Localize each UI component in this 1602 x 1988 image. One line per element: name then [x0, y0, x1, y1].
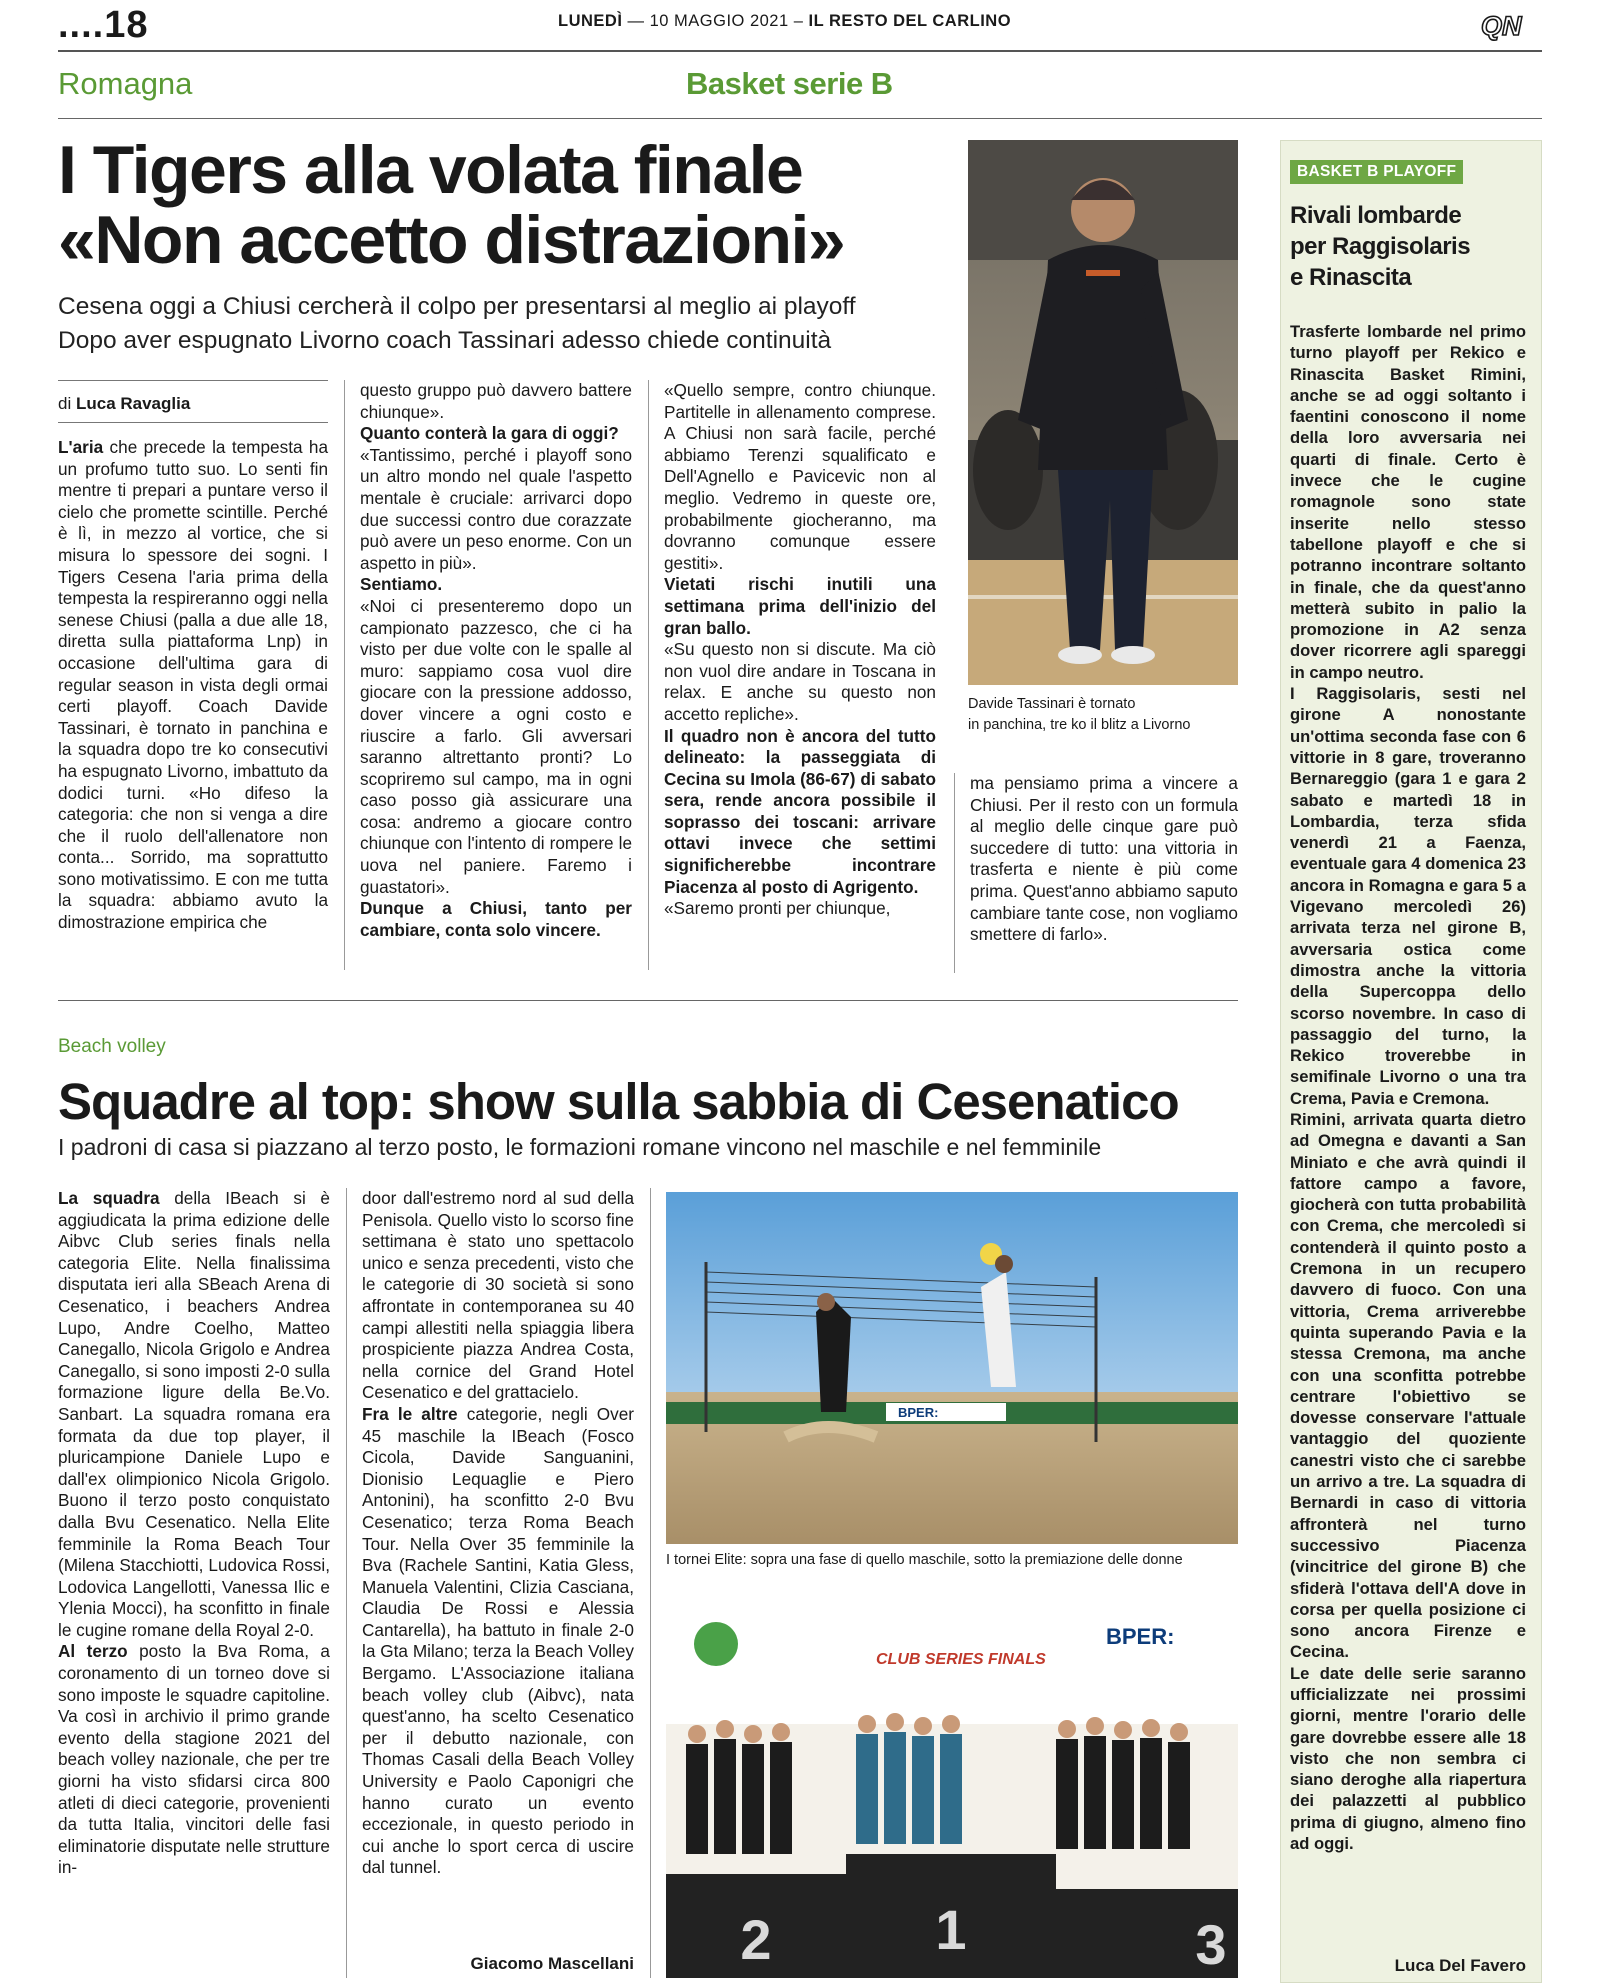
sidebar-author: Luca Del Favero — [1394, 1956, 1526, 1975]
beach-photo-caption: I tornei Elite: sopra una fase di quello maschile, sotto la premiazione delle donne — [666, 1552, 1183, 1568]
paragraph: ma pensiamo prima a vincere a Chiusi. Per il resto con un formula al meglio delle cinque gare può succedere di tutto: una vittoria in trasferta e niente è più come prima. Quest'anno abbiamo saputo cambiare tante cose, non vogliamo smettere di farlo». — [970, 773, 1238, 945]
lead-word: Le date — [1290, 1663, 1354, 1683]
body-text: posto la Bva Roma, a coronamento di un torneo dove si sono imposte le squadre capitoline. Va così in archivio il primo grande evento della stagione 2021 del beach volley nazionale, che per tre giorni ha visto sfidarsi circa 800 atleti di dieci categorie, provenienti da tutta Italia, vincitori delle fasi eliminatorie disputate nelle strutture in- — [58, 1641, 330, 1878]
beach-kicker: Beach volley — [58, 1036, 166, 1057]
masthead-date: — 10 MAGGIO 2021 – — [627, 12, 804, 30]
beach-column-1 — [58, 1188, 330, 1879]
section-divider — [58, 1000, 1238, 1001]
byline-prefix: di — [58, 394, 72, 413]
paragraph: «Quello sempre, contro chiunque. Partitelle in allenamento comprese. A Chiusi non sarà facile, perché abbiamo Terenzi squalificato e Dell'Agnello e Pavicevic non al meglio. Vedremo in queste ore, probabilmente giocheranno, ma dovranno comunque essere gestiti». — [664, 380, 936, 573]
paragraph: door dall'estremo nord al sud della Penisola. Quello visto lo scorso fine settimana è stato uno spettacolo unico e senza precedenti, visto che le categorie di 30 società si sono affrontate in contemporanea su 40 campi allestiti nella spiaggia libera prospiciente piazza Andrea Costa, nella cornice del Grand Hotel Cesenatico e del grattacielo. — [362, 1188, 634, 1403]
paragraph — [58, 1641, 330, 1879]
coach-photo — [968, 140, 1238, 685]
headline-line-1: I Tigers alla volata finale — [58, 132, 803, 208]
beach-author: Giacomo Mascellani — [470, 1954, 634, 1973]
podium-illustration — [666, 1604, 1238, 1978]
top-rule — [58, 50, 1542, 52]
beach-column-2 — [362, 1188, 634, 1879]
byline — [58, 394, 190, 414]
section-rubric: Basket serie B — [686, 66, 893, 101]
caption-line-1: Davide Tassinari è tornato — [968, 696, 1136, 712]
beach-match-illustration — [666, 1192, 1238, 1544]
caption-line-2: in panchina, tre ko il blitz a Livorno — [968, 717, 1191, 733]
podium-number-first: 1 — [935, 1898, 967, 1961]
lead-word: Fra le altre — [362, 1403, 458, 1424]
paragraph — [58, 437, 328, 934]
column-rule — [648, 380, 649, 970]
question: Dunque a Chiusi, tanto per cambiare, conta solo vincere. — [360, 898, 632, 940]
paragraph: «Tantissimo, perché i playoff sono un altro mondo nel quale l'aspetto mentale è cruciale: arrivarci dopo due successi contro due corazzate può avere un peso enorme. Con un aspetto in più». — [360, 444, 632, 573]
masthead — [558, 12, 1011, 31]
sidebar-title-line-1: Rivali lombarde — [1290, 202, 1462, 229]
column-rule — [344, 380, 345, 970]
section-name: Romagna — [58, 66, 193, 101]
lead-word: I Raggisolaris, — [1290, 684, 1421, 704]
byline-author: Luca Ravaglia — [75, 394, 191, 413]
paragraph — [362, 1404, 634, 1879]
lead-word: Rimini, — [1290, 1109, 1346, 1129]
masthead-newspaper: IL RESTO DEL CARLINO — [808, 12, 1012, 30]
headline-line-2: «Non accetto distrazioni» — [58, 202, 845, 278]
body-text: categorie, negli Over 45 maschile la IBeach (Fosco Cicola, Davide Sanguanini, Dionisio Lequaglie e Piero Antonini), ha sconfitto 2-0 Bvu Cesenatico; terza Roma Beach Tour. Nella Over 35 femminile la Bva (Rachele Santini, Katia Gless, Manuela Valentini, Clizia Casciana, Claudia De Rossi e Alessia Cantarella), ha battuto in finale 2-0 la Gta Milano; terza la Beach Volley Bergamo. L'Associazione italiana beach volley club (Aibvc), nata quest'anno, ha scelto Cesenatico per il debutto nazionale, con Thomas Casali della Beach Volley University e Paolo Caponigri che hanno curato un evento eccezionale, in questo periodo in cui anche lo sport cerca di uscire dal tunnel. — [362, 1403, 635, 1878]
beach-subtitle: I padroni di casa si piazzano al terzo posto, le formazioni romane vincono nel maschile e nel femminile — [58, 1134, 1102, 1160]
subtitle-line-1: Cesena oggi a Chiusi cercherà il colpo per presentarsi al meglio ai playoff — [58, 293, 856, 320]
paragraph — [1290, 683, 1526, 1109]
body-text: che precede la tempesta ha un profumo tutto suo. Lo senti fin mentre ti prepari a puntare verso il cielo che promette scintille. Perché è lì, in mezzo al vortice, che si misura lo spessore dei sogni. I Tigers Cesena l'aria prima della tempesta la respireranno oggi nella senese Chiusi (palla a due alle 18, diretta sulla piattaforma Lnp) in occasione dell'ultima gara di regular season in vista degli ormai certi playoff. Coach Davide Tassinari, è tornato in panchina e la squadra dopo tre ko consecutivi ha espugnato Livorno, imbattuto da dodici turni. «Ho difeso la categoria: che non si venga a dire che il ruolo dell'allenatore non conta... Sorrido, ma soprattutto sono motivatissimo. E con me tutta la squadra: abbiamo avuto la dimostrazione empirica che — [58, 437, 329, 933]
podium-number-second: 2 — [740, 1908, 772, 1971]
sidebar-title — [1290, 200, 1530, 293]
article-column-2 — [360, 380, 632, 941]
sidebar-tag: BASKET B PLAYOFF — [1290, 160, 1463, 184]
body-text: della IBeach si è aggiudicata la prima edizione delle Aibvc Club series finals nella categoria Elite. Nella finalissima disputata ieri alla SBeach Arena di Cesenatico, i beachers Andrea Lupo, Andre Coelho, Matteo Canegallo, Nicola Grigolo e Andrea Canegallo, si sono imposti 2-0 sulla formazione ligure della Be.Vo. Sanbart. La squadra romana era formata da due top player, il pluricampione Daniele Lupo e dall'ex olimpionico Nicola Grigolo. Buono il terzo posto conquistato dalla Bvu Cesenatico. Nella Elite femminile la Roma Beach Tour (Milena Stacchiotti, Ludovica Rossi, Lodovica Langellotti, Vanessa Ilic e Ylenia Mocci), ha sconfitto in finale le cugine romane della Royal 2-0. — [58, 1188, 330, 1640]
question: Sentiamo. — [360, 574, 443, 595]
coach-photo-caption — [968, 694, 1238, 736]
article-column-3 — [664, 380, 936, 920]
lead-word: La squadra — [58, 1188, 160, 1208]
paragraph — [58, 1188, 330, 1641]
qn-logo — [1480, 10, 1542, 42]
question: Vietati rischi inutili una settimana prima dell'inizio del gran ballo. — [664, 574, 936, 638]
qn-logo-text: QN — [1481, 11, 1522, 41]
body-text: delle serie saranno ufficializzate nei prossimi giorni, mentre l'orario delle gare dovrebbe essere alle 18 visto che non sembra ci siano deroghe alla riapertura dei palazzetti al pubblico prima di giugno, almeno fino ad oggi. — [1290, 1663, 1526, 1854]
paragraph: «Su questo non si discute. Ma ciò non vuol dire andare in Toscana in relax. E anche su questo non accetto repliche». — [664, 639, 936, 724]
podium-photo — [666, 1604, 1238, 1978]
lead-word: Al terzo — [58, 1641, 128, 1662]
sidebar-text — [1290, 321, 1526, 1854]
subtitle-line-2: Dopo aver espugnato Livorno coach Tassinari adesso chiede continuità — [58, 327, 832, 354]
section-rule — [58, 118, 1542, 119]
podium-number-third: 3 — [1195, 1913, 1227, 1976]
coach-photo-illustration — [968, 140, 1238, 685]
body-text: arrivata quarta dietro ad Omegna e davanti a San Miniato e che avrà quindi il fattore campo a favore, giocherà con tutta probabilità con Crema, che mercoledì si contenderà il quinto posto a Cremona in un recupero davvero di fuoco. Con una vittoria, Crema arriverebbe quinta superando Pavia e la stessa Cremona, ma anche con una sconfitta potrebbe centrare l'obiettivo se dovesse conservare l'attuale vantaggio del quoziente canestri visto che ci sarebbe un arrivo a tre. La squadra di Bernardi in caso di vittoria affronterà nel turno successivo Piacenza (vincitrice del girone B) che sfiderà l'ottava dell'A dove in corsa per quella posizione ci sono ancora Firenze e Cecina. — [1290, 1109, 1526, 1662]
paragraph: «Noi ci presenteremo dopo un campionato pazzesco, che ci ha visto per due volte con le spalle al muro: sappiamo cosa vuol dire giocare con la pressione addosso, dover vincere a ogni costo e riuscire a farlo. Gli avversari saranno altrettanto pronti? Lo scopriremo sul campo, ma in ogni caso posso già assicurare una cosa: andremo a giocare contro chiunque con l'intento di rompere le uova nel paniere. Faremo i guastatori». — [360, 595, 632, 897]
beach-headline: Squadre al top: show sulla sabbia di Cesenatico — [58, 1073, 1179, 1130]
article-column-1 — [58, 437, 328, 934]
sponsor-banner-text: BPER: — [898, 1405, 939, 1420]
paragraph — [1290, 321, 1526, 683]
sidebar-title-line-3: e Rinascita — [1290, 264, 1412, 291]
masthead-day: LUNEDÌ — [558, 12, 623, 30]
paragraph — [1290, 1663, 1526, 1855]
column-rule — [346, 1188, 347, 1978]
main-subtitle — [58, 290, 978, 358]
paragraph: questo gruppo può davvero battere chiunque». — [360, 380, 632, 422]
page-number: ....18 — [58, 4, 149, 46]
lead-word: Trasferte — [1290, 322, 1361, 341]
lead-word: L'aria — [58, 437, 104, 457]
column-rule — [650, 1188, 651, 1978]
byline-rule-top — [58, 380, 328, 381]
column-rule — [954, 773, 955, 973]
paragraph: «Saremo pronti per chiunque, — [664, 898, 891, 919]
main-headline — [58, 132, 978, 278]
sidebar-title-line-2: per Raggisolaris — [1290, 233, 1471, 260]
paragraph — [1290, 1109, 1526, 1663]
byline-rule-bottom — [58, 422, 328, 423]
sponsor-text: BPER: — [1106, 1624, 1175, 1649]
beach-match-photo — [666, 1192, 1238, 1544]
body-text: lombarde nel primo turno playoff per Rekico e Rinascita Basket Rimini, anche se ad oggi soltanto i faentini conoscono il nome della loro avversaria nei quarti di finale. Certo è invece che le cugine romagnole sono state inserite nello stesso tabellone playoff e che si potranno incontrare soltanto in finale, che da quest'anno metterà subito in palio la promozione in A2 senza dover ricorrere agli spareggi in campo neutro. — [1290, 322, 1526, 682]
question: Quanto conterà la gara di oggi? — [360, 423, 619, 444]
banner-text: CLUB SERIES FINALS — [876, 1651, 1046, 1668]
question: Il quadro non è ancora del tutto delineato: la passeggiata di Cecina su Imola (86-67) di sabato sera, rende ancora possibile il soprasso dei toscani: arrivare ottavi invece che settimi significherebbe incontrare Piacenza al posto di Agrigento. — [664, 725, 936, 897]
article-column-4 — [970, 773, 1238, 946]
body-text: sesti nel girone A nonostante un'ottima seconda fase con 6 vittorie in 8 gare, troveranno Bernareggio (gara 1 e gara 2 sabato e martedì 18 in Lombardia, terza sfida venerdì 21 a Faenza, eventuale gara 4 domenica 23 ancora in Romagna e gara 5 a Vigevano mercoledì 26) arrivata terza nel girone B, avversaria ostica come dimostra anche la vittoria della Supercoppa dello scorso novembre. In caso di passaggio del turno, la Rekico troverebbe in semifinale Livorno o una tra Crema, Pavia e Cremona. — [1290, 684, 1526, 1108]
